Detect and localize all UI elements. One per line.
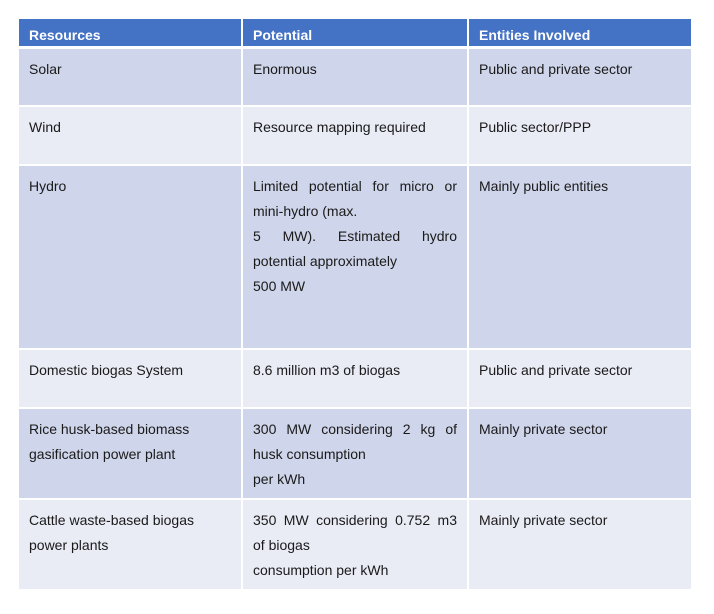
entities-line: Public sector/PPP — [479, 119, 592, 135]
entities-cell — [468, 165, 691, 349]
header-resources: Resources — [19, 19, 242, 47]
potential-cell — [242, 106, 468, 165]
potential-cell — [242, 165, 468, 349]
resources-table — [19, 19, 691, 589]
entities-line: Mainly private sector — [479, 512, 608, 528]
table-row — [19, 47, 691, 106]
entities-line: Mainly public entities — [479, 178, 609, 194]
potential-line: 5 MW). Estimated hydro — [253, 228, 457, 244]
potential-line: 8.6 million m3 of biogas — [253, 362, 401, 378]
resource-cell: Solar — [19, 47, 242, 106]
potential-line: Limited potential for micro or — [253, 178, 457, 194]
table-header-row — [19, 19, 691, 47]
potential-line: consumption per kWh — [253, 562, 389, 578]
potential-line: of biogas — [253, 537, 310, 553]
potential-cell — [242, 499, 468, 589]
resource-cell: Domestic biogas System — [19, 349, 242, 408]
entities-cell — [468, 499, 691, 589]
header-potential: Potential — [242, 19, 468, 47]
resource-line: Rice husk-based biomass — [29, 421, 190, 437]
resource-line: Cattle waste-based biogas — [29, 512, 194, 528]
header-entities-involved: Entities Involved — [468, 19, 691, 47]
entities-cell — [468, 349, 691, 408]
entities-cell — [468, 106, 691, 165]
entities-cell — [468, 47, 691, 106]
resource-line: gasification power plant — [29, 446, 176, 462]
potential-line: husk consumption — [253, 446, 366, 462]
potential-line: potential approximately — [253, 253, 397, 269]
entities-cell — [468, 408, 691, 499]
potential-cell — [242, 47, 468, 106]
resource-cell — [19, 499, 242, 589]
potential-cell — [242, 408, 468, 499]
table-row — [19, 106, 691, 165]
resource-cell: Hydro — [19, 165, 242, 349]
table-row — [19, 499, 691, 589]
potential-line: 300 MW considering 2 kg of — [253, 421, 457, 437]
resource-cell: Wind — [19, 106, 242, 165]
table-row — [19, 408, 691, 499]
entities-line: Mainly private sector — [479, 421, 608, 437]
potential-cell — [242, 349, 468, 408]
table-row — [19, 349, 691, 408]
potential-line: Resource mapping required — [253, 119, 426, 135]
table-row — [19, 165, 691, 349]
entities-line: Public and private sector — [479, 60, 633, 77]
potential-line: per kWh — [253, 471, 306, 487]
resource-line: power plants — [29, 537, 109, 553]
potential-line: 500 MW — [253, 278, 306, 294]
resource-cell — [19, 408, 242, 499]
potential-line: Enormous — [253, 60, 317, 77]
potential-line: mini-hydro (max. — [253, 203, 358, 219]
entities-line: Public and private sector — [479, 362, 633, 378]
potential-line: 350 MW considering 0.752 m3 — [253, 512, 457, 528]
